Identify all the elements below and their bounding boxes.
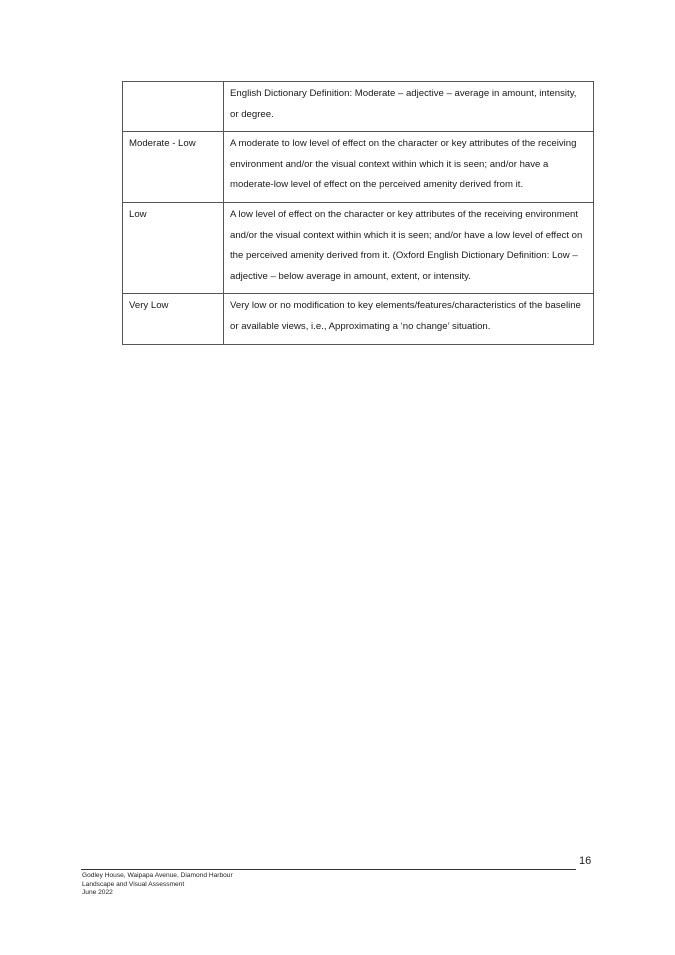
table-row: [123, 132, 594, 203]
footer-divider: [81, 869, 576, 870]
page-footer: [82, 872, 233, 898]
effect-level-cell: [123, 82, 224, 132]
effect-definition-cell: Very low or no modification to key elements/features/characteristics of the baseline or available views, i.e., Approximating a ‘no change’ situation.: [224, 294, 594, 344]
footer-report-title: Landscape and Visual Assessment: [82, 880, 185, 888]
effect-definition-cell: A moderate to low level of effect on the character or key attributes of the receiving environment and/or the visual context within which it is seen; and/or have a moderate-low level of effect on the perceived amenity derived from it.: [224, 132, 594, 203]
effect-level-cell: Very Low: [123, 294, 224, 344]
effect-level-cell: Low: [123, 202, 224, 293]
effect-definition-cell: A low level of effect on the character or key attributes of the receiving environment and/or the visual context within which it is seen; and/or have a low level of effect on the perceived amenity derived from it. (Oxford English Dictionary Definition: Low – adjective – below average in amount, extent, or intensity.: [224, 202, 594, 293]
table-row: [123, 82, 594, 132]
effect-definition-cell: English Dictionary Definition: Moderate – adjective – average in amount, intensity, or degree.: [224, 82, 594, 132]
footer-date: June 2022: [82, 889, 113, 897]
table-row: [123, 202, 594, 293]
footer-project-name: Godley House, Waipapa Avenue, Diamond Harbour: [82, 872, 233, 879]
page-number: 16: [579, 855, 592, 867]
table-row: [123, 294, 594, 344]
effect-definition-table: [122, 81, 594, 345]
effect-level-cell: Moderate - Low: [123, 132, 224, 203]
